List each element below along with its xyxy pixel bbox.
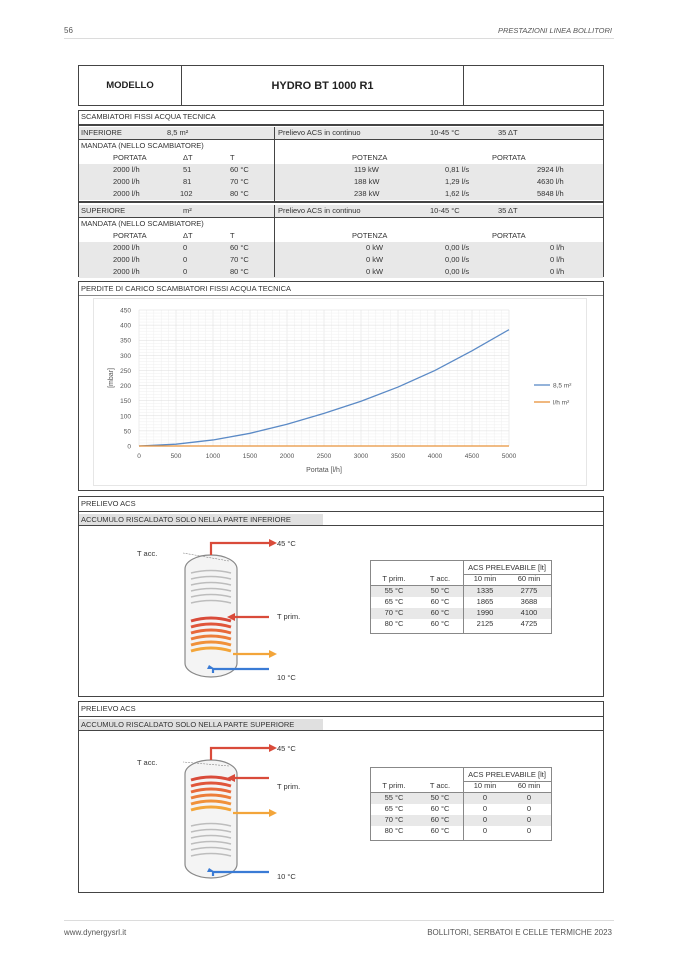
y-tick-label: 100	[120, 413, 131, 421]
legend-label: 8,5 m²	[553, 382, 572, 390]
header-divider	[64, 38, 614, 39]
acs-upper-title: PRELIEVO ACS	[81, 704, 136, 713]
lower-acs-dt: 35 ΔT	[498, 128, 518, 138]
x-tick-label: 500	[170, 453, 182, 460]
lower-acs-label: Prelievo ACS in continuo	[278, 128, 361, 138]
legend-label: l/h m²	[553, 399, 570, 407]
lower-data-row: 2000 l/h 51 60 °C 119 kW 0,81 l/s 2924 l/h	[79, 164, 603, 176]
pressure-drop-chart	[79, 282, 605, 492]
acs-table-row: 65 °C 60 °C 1865 3688	[384, 597, 538, 606]
x-tick-label: 4000	[427, 453, 443, 460]
cold-water-label: 10 °C	[277, 673, 296, 682]
x-tick-label: 4500	[464, 453, 480, 460]
y-tick-label: 350	[120, 337, 131, 345]
x-tick-label: 2000	[279, 453, 295, 460]
x-axis-label: Portata [l/h]	[306, 467, 342, 474]
section-title: PRESTAZIONI LINEA BOLLITORI	[497, 26, 612, 35]
model-empty-cell	[464, 66, 603, 105]
lower-area: 8,5 m²	[167, 128, 189, 138]
acs-table-row: 80 °C 60 °C 2125 4725	[384, 619, 538, 628]
lower-exchanger-row	[79, 127, 603, 139]
cold-water-label: 10 °C	[277, 872, 296, 881]
t-prim-label: T prim.	[277, 782, 301, 791]
y-tick-label: 0	[127, 443, 131, 451]
acs-group-header: ACS PRELEVABILE [lt]	[468, 563, 546, 572]
t-acc-label: T acc.	[137, 549, 158, 558]
upper-headers: PORTATA ΔT T POTENZA PORTATA	[113, 231, 526, 241]
lower-headers: PORTATA ΔT T POTENZA PORTATA	[113, 153, 526, 163]
y-tick-label: 50	[123, 428, 131, 436]
upper-acs-label: Prelievo ACS in continuo	[278, 206, 361, 216]
hot-water-label: 45 °C	[277, 744, 296, 753]
upper-data-row: 2000 l/h 0 60 °C 0 kW 0,00 l/s 0 l/h	[79, 242, 603, 254]
model-header	[78, 65, 604, 106]
x-tick-label: 0	[137, 453, 141, 460]
upper-acs-dt: 35 ΔT	[498, 206, 518, 216]
lower-name: INFERIORE	[81, 128, 122, 138]
y-tick-label: 250	[120, 367, 131, 375]
lower-acs-range: 10-45 °C	[430, 128, 460, 138]
acs-lower-subtitle: ACCUMULO RISCALDATO SOLO NELLA PARTE INFERIORE	[79, 514, 323, 525]
acs-lower-title: PRELIEVO ACS	[81, 499, 136, 508]
x-tick-label: 2500	[316, 453, 332, 460]
acs-table-row: 70 °C 60 °C 0 0	[371, 815, 551, 826]
footer-catalog: BOLLITORI, SERBATOI E CELLE TERMICHE 2023	[427, 928, 612, 937]
t-prim-label: T prim.	[277, 612, 301, 621]
acs-lower-box	[78, 496, 604, 697]
hot-water-label: 45 °C	[277, 539, 296, 548]
y-tick-label: 200	[120, 383, 131, 391]
upper-data-row: 2000 l/h 0 80 °C 0 kW 0,00 l/s 0 l/h	[79, 266, 603, 278]
acs-table-row: 80 °C 60 °C 0 0	[384, 826, 532, 835]
x-tick-label: 1500	[242, 453, 258, 460]
model-name: HYDRO BT 1000 R1	[182, 66, 464, 105]
upper-area: m²	[183, 206, 192, 216]
y-axis-label: [mbar]	[108, 368, 115, 388]
upper-data-row: 2000 l/h 0 70 °C 0 kW 0,00 l/s 0 l/h	[79, 254, 603, 266]
x-tick-label: 1000	[205, 453, 221, 460]
upper-exchanger-row	[79, 205, 603, 217]
x-tick-label: 3000	[353, 453, 369, 460]
lower-data-row: 2000 l/h 81 70 °C 188 kW 1,29 l/s 4630 l/h	[79, 176, 603, 188]
acs-table-row: 55 °C 50 °C 1335 2775	[371, 586, 551, 597]
page-number: 56	[64, 26, 73, 35]
acs-group-header: ACS PRELEVABILE [lt]	[468, 770, 546, 779]
model-label: MODELLO	[79, 66, 182, 105]
chart-section-title: PERDITE DI CARICO SCAMBIATORI FISSI ACQUA TECNICA	[81, 284, 292, 293]
pressure-drop-chart-box	[78, 281, 604, 491]
acs-upper-box	[78, 701, 604, 893]
upper-name: SUPERIORE	[81, 206, 126, 216]
acs-table-row: 55 °C 50 °C 0 0	[371, 793, 551, 804]
t-acc-label: T acc.	[137, 758, 158, 767]
y-tick-label: 450	[120, 307, 131, 315]
footer-divider	[64, 920, 614, 921]
upper-mandata: MANDATA (NELLO SCAMBIATORE)	[81, 219, 204, 229]
acs-table-row: 70 °C 60 °C 1990 4100	[371, 608, 551, 619]
acs-lower-table: ACS PRELEVABILE [lt] T prim. T acc. 10 min 60 min 55 °C 50 °C 1335 2775 65 °C 60 °C 1865 3688 70 °C 60 °C 1990 4100 80 °C 60 °C 2125 4725	[370, 560, 552, 634]
lower-mandata: MANDATA (NELLO SCAMBIATORE)	[81, 141, 204, 151]
upper-acs-range: 10-45 °C	[430, 206, 460, 216]
y-tick-label: 300	[120, 352, 131, 360]
y-tick-label: 400	[120, 322, 131, 330]
exchanger-table-title: SCAMBIATORI FISSI ACQUA TECNICA	[81, 112, 216, 122]
x-tick-label: 3500	[390, 453, 406, 460]
acs-upper-subtitle: ACCUMULO RISCALDATO SOLO NELLA PARTE SUPERIORE	[79, 719, 323, 730]
x-tick-label: 5000	[501, 453, 517, 460]
acs-table-row: 65 °C 60 °C 0 0	[384, 804, 532, 813]
acs-upper-table: ACS PRELEVABILE [lt] T prim. T acc. 10 min 60 min 55 °C 50 °C 0 0 65 °C 60 °C 0 0 70 °C 60 °C 0 0 80 °C 60 °C 0 0	[370, 767, 552, 841]
lower-data-row: 2000 l/h 102 80 °C 238 kW 1,62 l/s 5848 l/h	[79, 188, 603, 200]
exchanger-table	[78, 110, 604, 277]
y-tick-label: 150	[120, 398, 131, 406]
footer-website: www.dynergysrl.it	[64, 928, 127, 937]
